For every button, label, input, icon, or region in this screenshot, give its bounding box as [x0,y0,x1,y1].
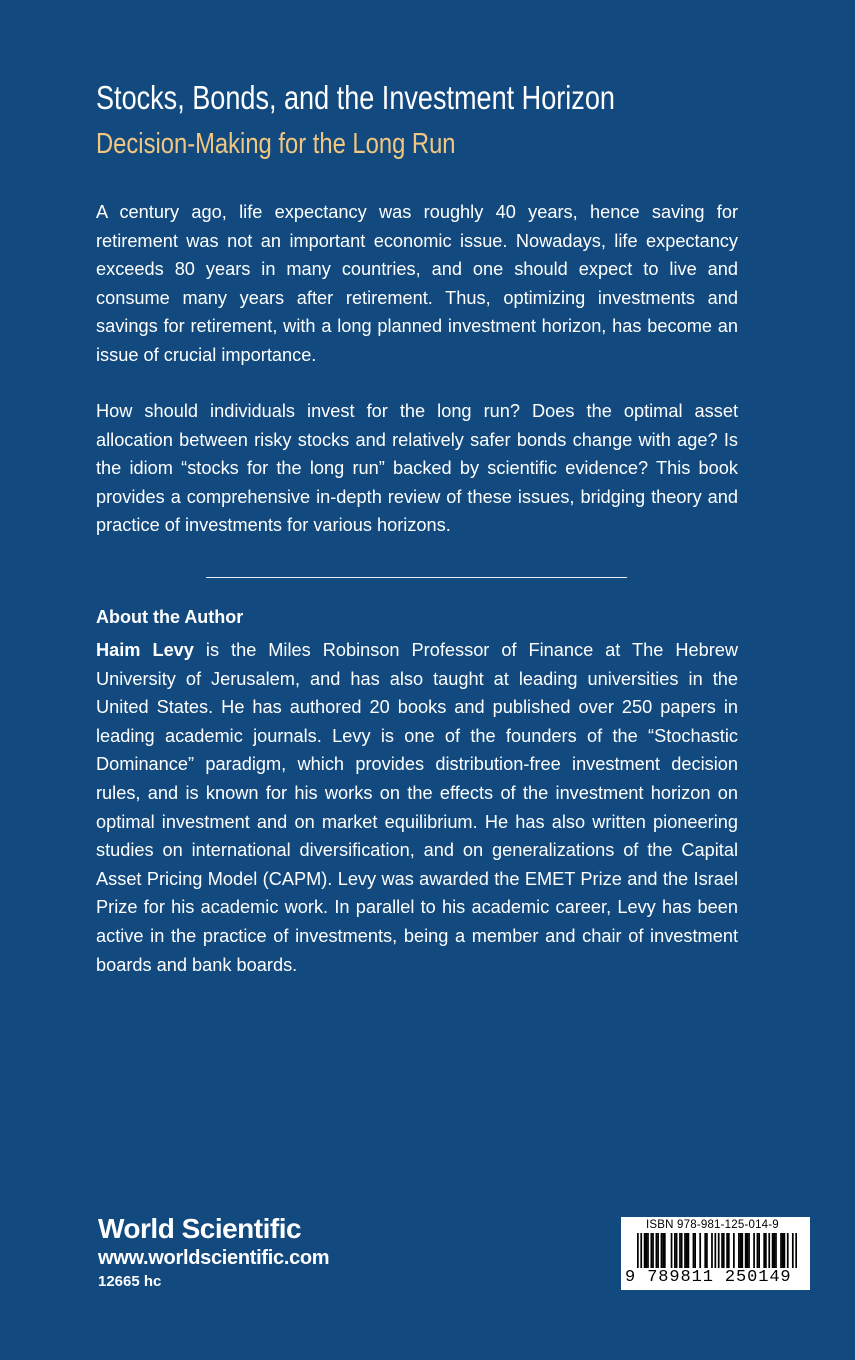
author-name: Haim Levy [96,640,194,660]
product-code: 12665 hc [98,1273,162,1290]
book-title: Stocks, Bonds, and the Investment Horizon [96,79,615,116]
isbn-label: ISBN 978-981-125-014-9 [646,1219,779,1231]
isbn-barcode [621,1217,810,1290]
section-divider [206,577,627,578]
author-bio-text: is the Miles Robinson Professor of Finance at The Hebrew University of Jerusalem, and has also taught at leading universities in the United States. He has authored 20 books and published over 250 papers in leading academic journals. Levy is one of the founders of the “Stochastic Dominance” paradigm, which provides distribution-free investment decision rules, and is known for his works on the effects of the investment horizon on optimal investment and on market equilibrium. He has also written pioneering studies on international diversification, and on generalizations of the Capital Asset Pricing Model (CAPM). Levy was awarded the EMET Prize and the Israel Prize for his academic work. In parallel to his academic career, Levy has been active in the practice of investments, being a member and chair of investment boards and bank boards. [96,640,738,975]
book-subtitle: Decision-Making for the Long Run [96,128,456,160]
publisher-name: World Scientific [98,1213,302,1244]
author-bio [96,636,738,979]
isbn-digits: 9 789811 250149 [625,1268,807,1288]
about-author-heading: About the Author [96,607,244,627]
blurb-paragraph-2: How should individuals invest for the long run? Does the optimal asset allocation between risky stocks and relatively safer bonds change with age? Is the idiom “stocks for the long run” backed by scientific evidence? This book provides a comprehensive in-depth review of these issues, bridging theory and practice of investments for various horizons. [96,401,738,536]
publisher-website: www.worldscientific.com [98,1247,330,1269]
blurb-paragraph-1: A century ago, life expectancy was roughly 40 years, hence saving for retirement was not an important economic issue. Nowadays, life expectancy exceeds 80 years in many countries, and one should expect to live and consume many years after retirement. Thus, optimizing investments and savings for retirement, with a long planned investment horizon, has become an issue of crucial importance. [96,202,738,365]
